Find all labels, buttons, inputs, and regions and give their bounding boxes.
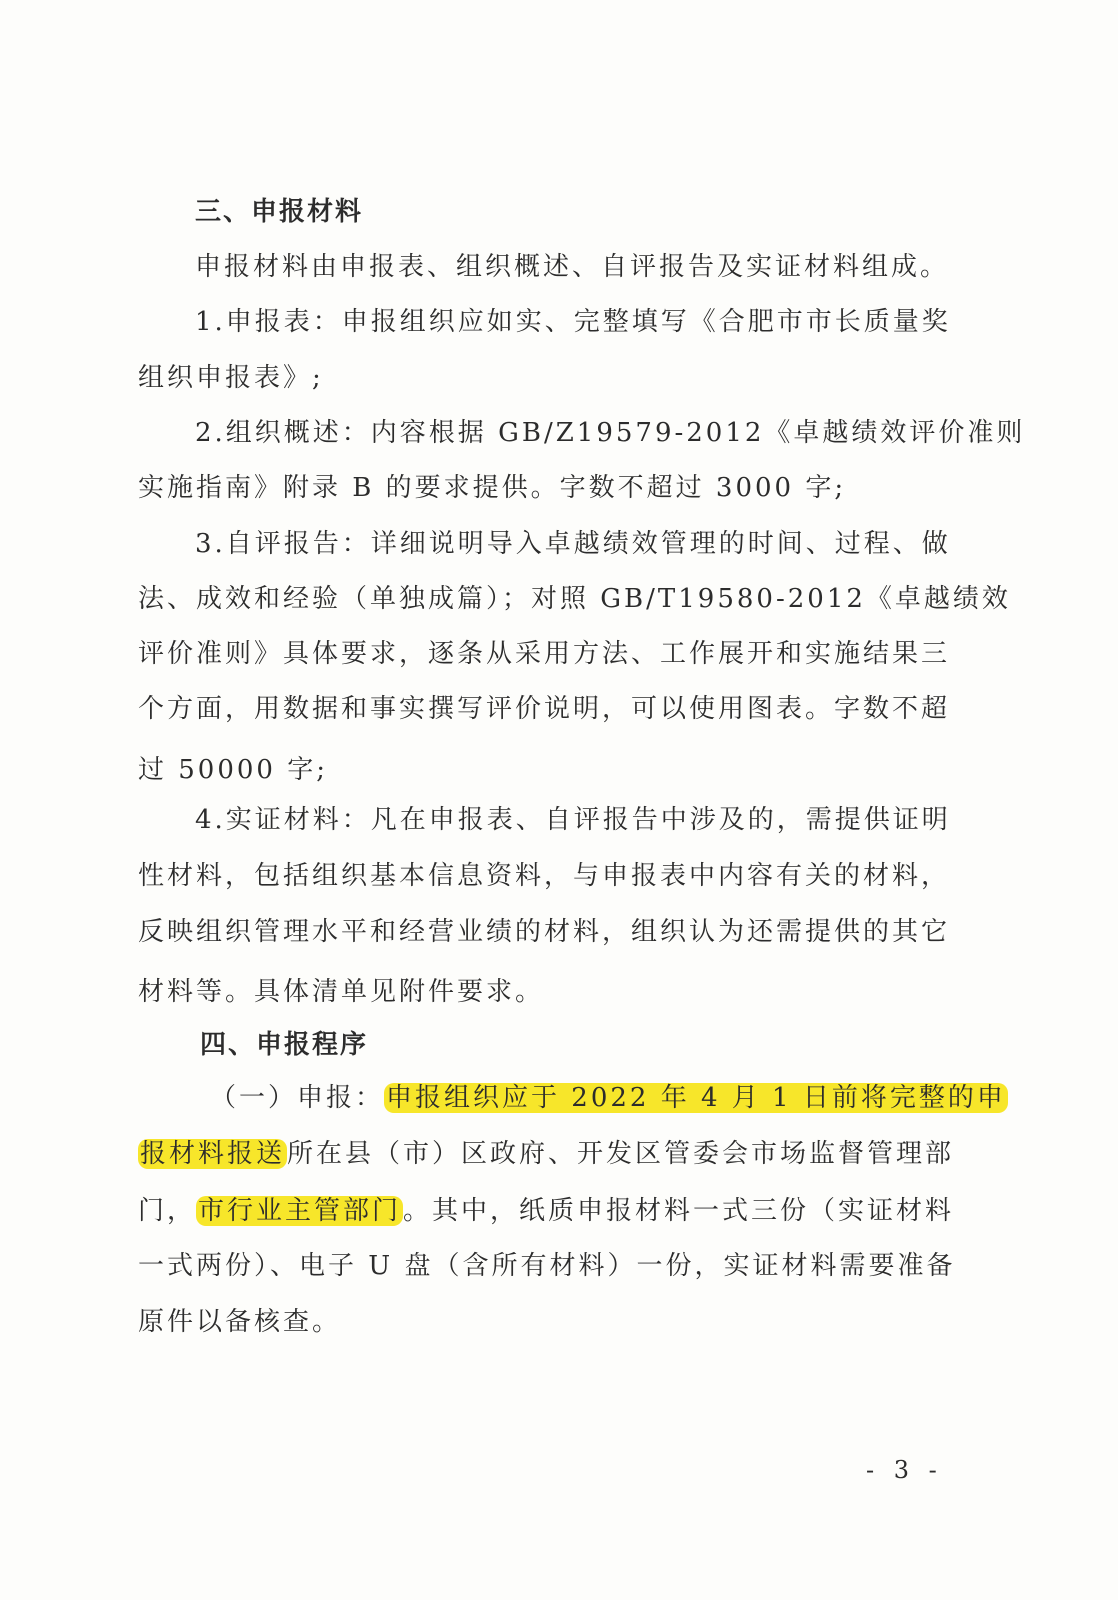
section-4-para-line-4: 一式两份）、电子 U 盘（含所有材料）一份，实证材料需要准备	[138, 1251, 956, 1281]
item-1-line-2: 组织申报表》;	[138, 363, 324, 393]
page-number: - 3 -	[866, 1456, 943, 1484]
highlighted-text-deadline: 申报组织应于 2022 年 4 月 1 日前将完整的申	[386, 1083, 1006, 1113]
item-1-line-1: 1.申报表：申报组织应如实、完整填写《合肥市市长质量奖	[195, 307, 951, 337]
section-4-heading: 四、申报程序	[200, 1030, 369, 1060]
item-3-line-3: 评价准则》具体要求，逐条从采用方法、工作展开和实施结果三	[138, 639, 951, 669]
section-4-para-line-3	[138, 1191, 968, 1231]
item-3-line-4: 个方面，用数据和事实撰写评价说明，可以使用图表。字数不超	[138, 694, 951, 724]
item-2-line-2: 实施指南》附录 B 的要求提供。字数不超过 3000 字;	[138, 473, 847, 503]
para-text: 所在县（市）区政府、开发区管委会市场监督管理部	[287, 1139, 955, 1169]
item-3-line-5: 过 50000 字;	[138, 755, 328, 785]
para-text: 其中，纸质申报材料一式三份（实证材料	[432, 1196, 955, 1226]
item-3-line-2: 法、成效和经验（单独成篇）；对照 GB/T19580-2012《卓越绩效	[138, 584, 1011, 614]
section-3-intro: 申报材料由申报表、组织概述、自评报告及实证材料组成。	[195, 252, 950, 282]
item-4-line-4: 材料等。具体清单见附件要求。	[138, 977, 545, 1007]
section-4-para-line-5: 原件以备核查。	[138, 1307, 342, 1337]
item-2-line-1: 2.组织概述：内容根据 GB/Z19579-2012《卓越绩效评价准则	[195, 418, 1026, 448]
section-4-para-line-2	[138, 1134, 968, 1174]
item-4-line-2: 性材料，包括组织基本信息资料，与申报表中内容有关的材料，	[138, 861, 951, 891]
item-4-line-1: 4.实证材料：凡在申报表、自评报告中涉及的，需提供证明	[195, 805, 951, 835]
section-3-heading: 三、申报材料	[195, 197, 364, 227]
highlighted-text-department: 市行业主管部门	[198, 1196, 402, 1226]
section-4-para-line-1	[210, 1078, 1006, 1118]
item-4-line-3: 反映组织管理水平和经营业绩的材料，组织认为还需提供的其它	[138, 917, 951, 947]
para-label: （一）申报：	[210, 1083, 385, 1113]
para-text: 门，	[138, 1196, 197, 1226]
highlighted-text-submit: 报材料报送	[140, 1139, 286, 1169]
item-3-line-1: 3.自评报告：详细说明导入卓越绩效管理的时间、过程、做	[195, 529, 951, 559]
para-punct: 。	[403, 1196, 433, 1226]
